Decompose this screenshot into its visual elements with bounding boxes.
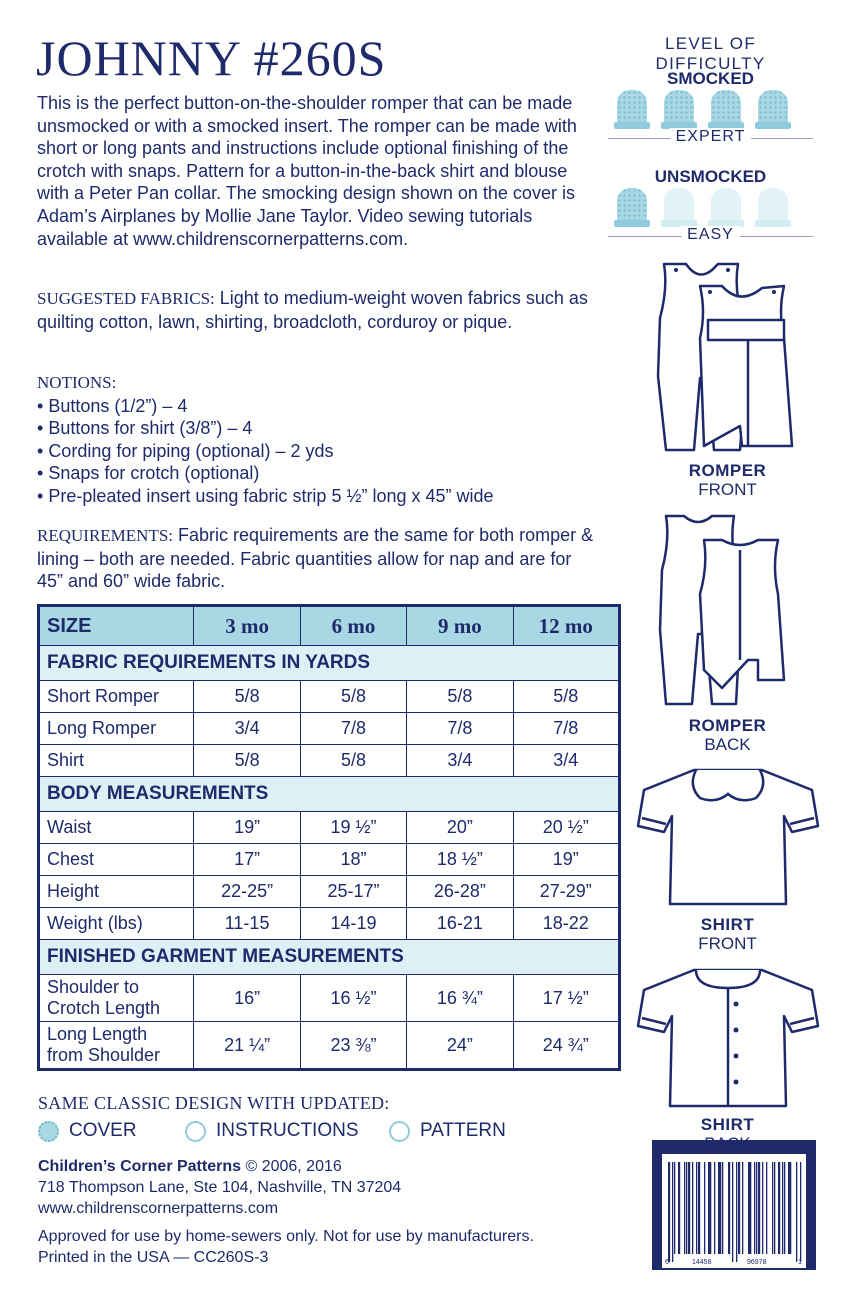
- barcode-bar: [728, 1162, 730, 1254]
- table-cell: 7/8: [513, 713, 619, 745]
- row-label: [39, 1022, 194, 1070]
- barcode-bar: [762, 1162, 763, 1254]
- thimble-icon: [758, 90, 788, 126]
- updated-options: [38, 1117, 598, 1147]
- table-cell: 26-28”: [407, 876, 513, 908]
- printed-line: Printed in the USA — CC260S-3: [38, 1249, 269, 1266]
- approval-line: Approved for use by home-sewers only. Not for use by manufacturers.: [38, 1228, 534, 1245]
- barcode-bar: [686, 1162, 687, 1254]
- barcode-digit: 14458: [692, 1259, 712, 1266]
- barcode-bar: [796, 1162, 797, 1262]
- barcode-bar: [788, 1162, 790, 1254]
- difficulty-heading: LEVEL OF DIFFICULTY: [655, 34, 766, 73]
- table-cell: 18 ½”: [407, 844, 513, 876]
- table-row: [39, 713, 620, 745]
- table-cell: 24”: [407, 1022, 513, 1070]
- option-cover: [38, 1117, 137, 1145]
- copyright-years: © 2006, 2016: [241, 1158, 342, 1175]
- table-cell: 16 ¾”: [407, 975, 513, 1022]
- requirements-text: Fabric requirements are the same for both romper & lining – both are needed. Fabric quantities allow for nap and are for 45” and 60” wide fabric.: [37, 525, 594, 592]
- table-cell: 5/8: [300, 681, 406, 713]
- header-9mo: 9 mo: [407, 606, 513, 646]
- table-cell: 3/4: [407, 745, 513, 777]
- table-cell: 20 ½”: [513, 812, 619, 844]
- barcode: [652, 1140, 816, 1270]
- barcode-bar: [710, 1162, 711, 1254]
- row-label-line1: Long Length: [47, 1024, 148, 1044]
- table-cell: 25-17”: [300, 876, 406, 908]
- garment-name: ROMPER: [688, 716, 767, 735]
- barcode-bar: [698, 1162, 700, 1254]
- garment-name: ROMPER: [688, 461, 767, 480]
- empty-circle-icon: [389, 1121, 410, 1142]
- unsmocked-label: UNSMOCKED: [654, 167, 767, 186]
- copyright-line: [38, 1156, 401, 1177]
- row-label: Height: [39, 876, 194, 908]
- table-row: [39, 876, 620, 908]
- barcode-bar: [674, 1162, 675, 1254]
- garment-name: SHIRT: [700, 915, 755, 934]
- notions-section: [37, 372, 597, 508]
- barcode-bar: [684, 1162, 685, 1254]
- barcode-bar: [772, 1162, 773, 1254]
- barcode-bar: [696, 1162, 697, 1254]
- table-row: [39, 975, 620, 1022]
- barcode-bar: [750, 1162, 751, 1254]
- barcode-bar: [678, 1162, 680, 1254]
- table-cell: 19”: [513, 844, 619, 876]
- table-cell: 27-29”: [513, 876, 619, 908]
- table-cell: 5/8: [300, 745, 406, 777]
- table-cell: 18”: [300, 844, 406, 876]
- barcode-bar: [778, 1162, 780, 1254]
- row-label: Shirt: [39, 745, 194, 777]
- thimble-icon: [711, 188, 741, 224]
- option-label: INSTRUCTIONS: [216, 1120, 359, 1141]
- barcode-bar: [748, 1162, 750, 1254]
- filled-circle-icon: [38, 1121, 59, 1142]
- fabrics-lead: SUGGESTED FABRICS:: [37, 289, 215, 308]
- header-12mo: 12 mo: [513, 606, 619, 646]
- table-cell: 16”: [194, 975, 300, 1022]
- list-item: • Snaps for crotch (optional): [37, 462, 597, 485]
- table-cell: 5/8: [407, 681, 513, 713]
- table-row: [39, 812, 620, 844]
- approval-notice: [38, 1226, 534, 1268]
- garment-view: FRONT: [698, 480, 757, 499]
- shirt-front-illustration: [636, 764, 820, 910]
- requirements-lead: REQUIREMENTS:: [37, 526, 173, 545]
- page-title: JOHNNY #260S: [36, 30, 387, 86]
- garment-view: BACK: [704, 735, 751, 754]
- section-row: [39, 940, 620, 975]
- table-cell: 21 ¼”: [194, 1022, 300, 1070]
- intro-paragraph: This is the perfect button-on-the-shoulder romper that can be made unsmocked or with a smocked insert. The romper can be made with short or long pants and instructions include optional finishing of the crotch with snaps. Pattern for a button-in-the-back shirt and blouse with a Peter Pan collar. The smocking design shown on the cover is Adam’s Airplanes by Mollie Jane Taylor. Video sewing tutorials available at www.childrenscornerpatterns.com.: [37, 93, 577, 249]
- expert-rule: [608, 128, 813, 148]
- romper-back-illustration: [650, 510, 810, 710]
- barcode-bar: [774, 1162, 775, 1254]
- table-cell: 23 ⅜”: [300, 1022, 406, 1070]
- list-item: • Cording for piping (optional) – 2 yds: [37, 440, 597, 463]
- barcode-bar: [742, 1162, 743, 1254]
- empty-circle-icon: [185, 1121, 206, 1142]
- shirt-back-illustration: [636, 964, 820, 1112]
- list-item: • Buttons (1/2”) – 4: [37, 395, 597, 418]
- table-cell: 5/8: [194, 745, 300, 777]
- barcode-bar: [732, 1162, 733, 1262]
- row-label-line1: Shoulder to: [47, 977, 140, 997]
- barcode-bar: [790, 1162, 791, 1254]
- updated-heading: SAME CLASSIC DESIGN WITH UPDATED:: [38, 1093, 390, 1113]
- table-cell: 22-25”: [194, 876, 300, 908]
- thimble-icon: [617, 90, 647, 126]
- table-cell: 24 ¾”: [513, 1022, 619, 1070]
- size-chart-table: [37, 604, 621, 1071]
- table-cell: 17 ½”: [513, 975, 619, 1022]
- table-cell: 5/8: [513, 681, 619, 713]
- notions-lead: NOTIONS:: [37, 373, 117, 392]
- barcode-bar: [714, 1162, 715, 1254]
- shirt-front-label: [660, 915, 795, 953]
- section-row: [39, 777, 620, 812]
- section-row: [39, 646, 620, 681]
- barcode-bar: [784, 1162, 785, 1254]
- thimble-icon: [711, 90, 741, 126]
- fabrics-text: Light to medium-weight woven fabrics such as quilting cotton, lawn, shirting, broadcloth, corduroy or pique.: [37, 288, 588, 332]
- table-cell: 5/8: [194, 681, 300, 713]
- thimble-icon: [758, 188, 788, 224]
- barcode-bar: [738, 1162, 740, 1254]
- row-label: Long Romper: [39, 713, 194, 745]
- barcode-bar: [708, 1162, 710, 1254]
- barcode-bar: [718, 1162, 720, 1254]
- table-header-row: [39, 606, 620, 646]
- row-label-line2: from Shoulder: [47, 1045, 161, 1065]
- table-cell: 20”: [407, 812, 513, 844]
- table-cell: 7/8: [407, 713, 513, 745]
- table-cell: 3/4: [513, 745, 619, 777]
- notions-list: [37, 395, 597, 508]
- table-row: [39, 844, 620, 876]
- thimble-icon: [664, 188, 694, 224]
- table-cell: 7/8: [300, 713, 406, 745]
- suggested-fabrics: [37, 287, 597, 333]
- row-label: Short Romper: [39, 681, 194, 713]
- table-cell: 11-15: [194, 908, 300, 940]
- thimble-icon: [617, 188, 647, 224]
- barcode-bar: [688, 1162, 690, 1254]
- list-item: • Pre-pleated insert using fabric strip 5 ½” long x 45” wide: [37, 485, 597, 508]
- option-pattern: [389, 1117, 506, 1145]
- barcode-bar: [800, 1162, 801, 1262]
- table-cell: 19 ½”: [300, 812, 406, 844]
- requirements-paragraph: [37, 524, 597, 593]
- table-row: [39, 681, 620, 713]
- barcode-bar: [758, 1162, 760, 1254]
- romper-front-illustration: [650, 258, 810, 454]
- barcode-bar: [736, 1162, 737, 1262]
- section-body-measurements: BODY MEASUREMENTS: [39, 777, 620, 812]
- romper-back-label: [660, 716, 795, 754]
- smocked-label: SMOCKED: [667, 69, 754, 88]
- table-row: [39, 1022, 620, 1070]
- section-fabric-requirements: FABRIC REQUIREMENTS IN YARDS: [39, 646, 620, 681]
- list-item: • Buttons for shirt (3/8”) – 4: [37, 417, 597, 440]
- row-label: Waist: [39, 812, 194, 844]
- table-cell: 3/4: [194, 713, 300, 745]
- table-row: [39, 745, 620, 777]
- header-size: SIZE: [39, 606, 194, 646]
- option-label: COVER: [69, 1120, 137, 1141]
- barcode-bar: [766, 1162, 767, 1254]
- option-instructions: [185, 1117, 359, 1145]
- easy-rule: [608, 226, 813, 246]
- table-cell: 19”: [194, 812, 300, 844]
- row-label-line2: Crotch Length: [47, 998, 161, 1018]
- table-cell: 14-19: [300, 908, 406, 940]
- barcode-bar: [704, 1162, 705, 1254]
- barcode-bar: [722, 1162, 723, 1254]
- copyright-block: [38, 1156, 401, 1219]
- table-cell: 18-22: [513, 908, 619, 940]
- barcode-bar: [692, 1162, 693, 1254]
- table-row: [39, 908, 620, 940]
- barcode-bar: [668, 1162, 670, 1262]
- garment-name: SHIRT: [700, 1115, 755, 1134]
- header-3mo: 3 mo: [194, 606, 300, 646]
- barcode-bar: [672, 1162, 673, 1262]
- header-6mo: 6 mo: [300, 606, 406, 646]
- romper-front-label: [660, 461, 795, 499]
- website: www.childrenscornerpatterns.com: [38, 1200, 279, 1217]
- garment-view: FRONT: [698, 934, 757, 953]
- barcode-digit: 1: [798, 1259, 802, 1266]
- thimble-icon: [664, 90, 694, 126]
- row-label: Chest: [39, 844, 194, 876]
- table-cell: 16 ½”: [300, 975, 406, 1022]
- address: 718 Thompson Lane, Ste 104, Nashville, TN 37204: [38, 1179, 402, 1196]
- barcode-bar: [756, 1162, 757, 1254]
- option-label: PATTERN: [420, 1120, 506, 1141]
- barcode-bar: [754, 1162, 755, 1254]
- barcode-digit: 6: [665, 1259, 669, 1266]
- table-cell: 16-21: [407, 908, 513, 940]
- barcode-digit: 96978: [747, 1259, 767, 1266]
- barcode-bar: [720, 1162, 721, 1254]
- table-cell: 17”: [194, 844, 300, 876]
- company-name: Children’s Corner Patterns: [38, 1158, 242, 1175]
- section-finished-garment: FINISHED GARMENT MEASUREMENTS: [39, 940, 620, 975]
- easy-label: EASY: [681, 226, 740, 244]
- expert-label: EXPERT: [670, 128, 752, 146]
- barcode-bar: [782, 1162, 783, 1254]
- row-label: Weight (lbs): [39, 908, 194, 940]
- row-label: [39, 975, 194, 1022]
